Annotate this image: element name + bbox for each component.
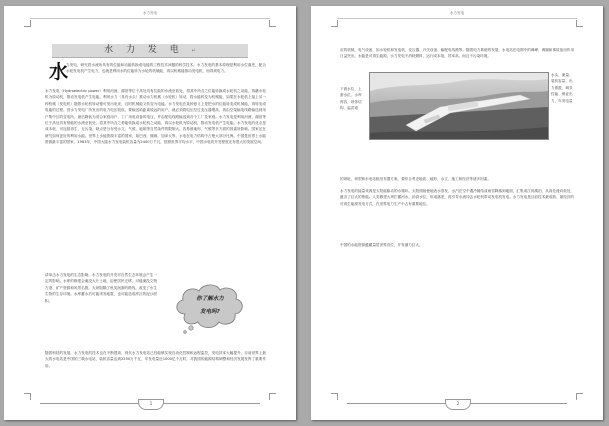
- side-text-left[interactable]: 下游水位、上游水位、水库库容、坝体结构、溢洪道: [340, 87, 362, 111]
- paragraph-intro[interactable]: 力发电，研究将水流所具有的位能和动能转换成电能的工程技术问题的科学技术。水力发电的基本原理是利用水位落差，配合水轮发电机产生电力，也就是利用水的位能转为水轮的机械能，再以机械能推动发电机，而得到电力。: [66, 63, 266, 74]
- crop-mark-bottom-left: [24, 393, 31, 400]
- cloud-callout-shape[interactable]: [171, 278, 247, 334]
- header-divider: [30, 18, 270, 19]
- side-text-right[interactable]: 水头、流量、装机容量、出力系数、调节性能、保证出力、年发电量: [551, 73, 573, 103]
- document-title[interactable]: [52, 44, 248, 58]
- paragraph-body[interactable]: 水力发电（Hydroelectric power）利用河流、湖泊等位于高处具有位能的水流至低处，将其中所含之位能转换成水轮机之动能，再藉水轮机为原动机，推动发电机产生电能。利用水力（具有水头）推动水力机械（水轮机）转动，将水能转变为机械能，如果在水轮机上接上另一种机械（发电机）随着水轮机转动便可发出电来，这时机械能又转变为电能。水力发电在某种意义上是把水的位能转变成机械能，再转变成电能的过程。因水力发电厂所发出的电力电压较低，要输送给距离较远的用户，就必须将电压经过变压器增高，再由空架输电线路输送到用户集中区的变电所，最后降低为适合家庭用户、工厂用电设备的电压，并由配电线路输送到各个工厂及家庭。水力发电是利用河流、湖泊等位于高处具有势能的水流至低处，将其中所含之势能转换成水轮机之动能，再以水轮机为原动机，推动发电机产生电能。水力发电的优点是成本低、可连续再生、无污染。缺点是分布受水文、气候、地貌等自然条件的限制大。容易被地形、气候等多方面的因素所影响。国家还在研究如何更好的利用水能。世界上水能资源丰富的国家，如巴西、挪威、加拿大等，水电在电力结构中占绝大部分比例。中国是世界上水能资源最丰富的国家，1983年，中国大陆水力发电装机容量为2400万千瓦，按照世界平均水平，中国水电的开发程度还有很大的发展空间。: [45, 89, 266, 145]
- crop-mark-top-left: [24, 20, 31, 27]
- page-header: 水力发电: [450, 11, 464, 15]
- document-page-2: [311, 6, 603, 420]
- page-number-tab: 1: [138, 399, 164, 410]
- drop-cap: 水: [49, 61, 69, 83]
- title-text: 水 力 发 电: [104, 45, 184, 55]
- dam-photo[interactable]: [369, 72, 549, 140]
- paragraph-water-cycle[interactable]: 水力发电的能量来源是太阳能驱动的水循环。太阳照射使地表水蒸发，水汽在空中遇冷凝结成雨雪降落到地面，汇集成江河湖泊，从高处流向低处，蕴含了巨大的势能。人类修建大坝拦蓄河水，抬高水位，形成落差，再引导水流冲击水轮机带动发电机发电。水力发电是目前技术最成熟、最经济的可再生能源发电方式，在世界电力生产中占有重要地位。: [340, 189, 574, 206]
- paragraph-continued[interactable]: 应的机械、电气设备，如水轮机和发电机、变压器、开关设备、输配电线路等。随着电力系统的发展，水电站在电网中的调峰、调频和事故备用作用日益突出。水能是可再生能源，水力发电不消耗燃料，运行成本低，效率高，而且不污染环境。: [340, 48, 574, 59]
- page-header: 水力发电: [143, 11, 157, 15]
- crop-mark-bottom-right: [576, 393, 583, 400]
- crop-mark-bottom-left: [331, 393, 338, 400]
- page-number-tab: 2: [445, 399, 471, 410]
- header-divider: [337, 18, 577, 19]
- cloud-shape-icon: [171, 278, 247, 334]
- paragraph-mark: ↵: [191, 48, 196, 54]
- cloud-text-line-1: 你了解水力: [196, 296, 224, 302]
- paragraph-development[interactable]: 随着科技的发展，水力发电的技术也在不断提高，现代水力发电站已经能够实现自动化控制和远程监控，发电效率大幅提升。目前世界上最大的水电站是中国的三峡水电站，装机容量达到2250万千瓦，年发电量近1000亿千瓦时，对我国的能源结构调整和经济发展发挥了重要作用。: [45, 351, 266, 368]
- hydro-dam-image: [370, 73, 548, 139]
- crop-mark-top-right: [576, 20, 583, 27]
- paragraph-ecology[interactable]: 请单击水力发电的生态影响。水力发电的开发对自然生态环境会产生一定的影响。水库的修建会淹没大片土地，迫使居民迁移，可能淹没文物古迹、矿产资源和风景名胜。大坝阻隔了鱼类洄游的路线，改变了水生生物的生存环境。水库蓄水后可能诱发地震，也可能造成库区的泥沙淤积。: [45, 273, 157, 303]
- crop-mark-top-right: [269, 20, 276, 27]
- crop-mark-top-left: [331, 20, 338, 27]
- document-page-1: [4, 6, 296, 420]
- cloud-text-line-2: 发电吗?: [200, 309, 220, 315]
- crop-mark-bottom-right: [269, 393, 276, 400]
- paragraph-site-selection[interactable]: 的坝址、坝型和水电站枢纽布置方案，要综合考虑地质、地形、水文、施工和经济等诸多因素。: [340, 177, 491, 181]
- paragraph-china-resources[interactable]: 中国的水能资源蕴藏量居世界首位，开发潜力巨大。: [340, 243, 423, 247]
